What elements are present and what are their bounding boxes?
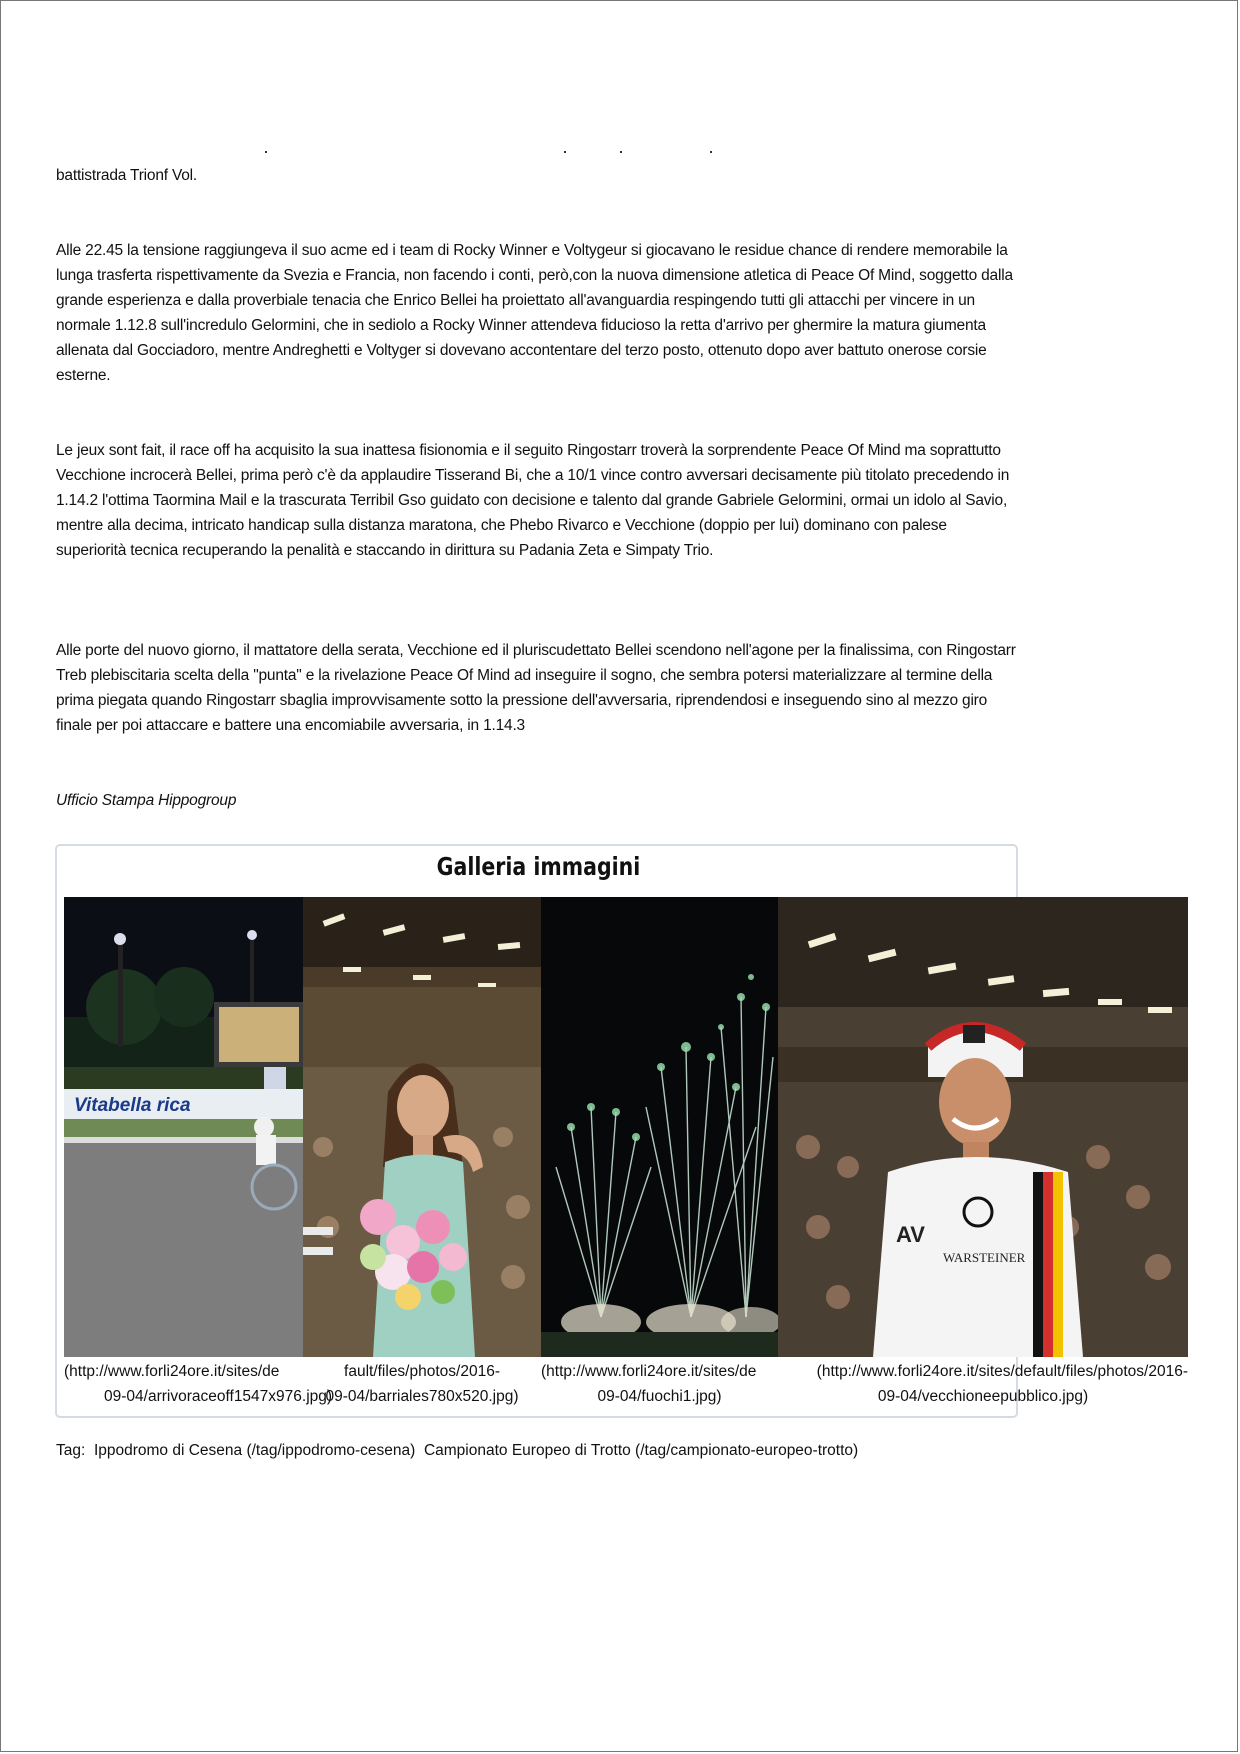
caption-4-line-1: (http://www.forli24ore.it/sites/default/files/photos/2016- bbox=[816, 1363, 1188, 1380]
gallery-title: Galleria immagini bbox=[436, 852, 641, 881]
paragraph-1: Alle 22.45 la tensione raggiungeva il suo acme ed i team di Rocky Winner e Voltygeur si giocavano le residue chance di rendere memorabile la lunga trasferta rispettivamente da Svezia e Francia, non facendo i conti, però,con la nuova dimensione atletica di Peace Of Mind, soggetto dalla grande esperienza e dalla proverbiale tenacia che Enrico Bellei ha proiettato all'avanguardia respingendo tutti gli attacchi per vincere in un normale 1.12.8 sull'incredulo Gelormini, che in sediolo a Rocky Winner attendeva fiducioso la retta d'arrivo per ghermire la matura giumenta allenata dal Gocciadoro, mentre Andreghetti e Voltyger si dovevano accontentare del terzo posto, ottenuto dopo aver battuto onerose corsie esterne. bbox=[56, 242, 1013, 384]
driver-portrait-photo[interactable] bbox=[778, 897, 1188, 1357]
paragraph-2: Le jeux sont fait, il race off ha acquisito la sua inattesa fisionomia e il seguito Ringostarr troverà la sorprendente Peace Of Mind ma soprattutto Vecchione incrocerà Bellei, prima però c'è da applaudire Tisserand Bi, che a 10/1 vince contro avversari decisamente più titolato precedendo in 1.14.2 l'ottima Taormina Mail e la trascurata Terribil Gso guidato con decisione e talento dal grande Gabriele Gelormini, ormai un idolo al Savio, mentre alla decima, intricato handicap sulla distanza maratona, che Phebo Rivarco e Vecchione (doppio per lui) dominano con palese superiorità tecnica recuperando la penalità e staccando in dirittura su Padania Zeta e Simpaty Trio. bbox=[56, 442, 1010, 559]
signature: Ufficio Stampa Hippogroup bbox=[56, 792, 237, 809]
harness-race-finish-photo[interactable] bbox=[64, 897, 304, 1357]
tag-ippodromo-cesena[interactable]: Ippodromo di Cesena (/tag/ippodromo-cesena) bbox=[93, 1442, 416, 1459]
caption-3-line-1: (http://www.forli24ore.it/sites/de bbox=[541, 1363, 757, 1380]
caption-2-line-1: fault/files/photos/2016- bbox=[344, 1363, 500, 1380]
tag-list bbox=[56, 1440, 858, 1462]
photo-caption-1[interactable] bbox=[64, 1359, 333, 1409]
svg-text:WARSTEINER: WARSTEINER bbox=[943, 1250, 1026, 1265]
caption-2-line-2: 09-04/barriales780x520.jpg) bbox=[325, 1388, 519, 1405]
woman-with-bouquet-photo[interactable] bbox=[303, 897, 541, 1357]
photo-caption-2[interactable] bbox=[303, 1359, 541, 1409]
photo-caption-4[interactable] bbox=[778, 1359, 1188, 1409]
caption-4-line-2: 09-04/vecchioneepubblico.jpg) bbox=[877, 1388, 1089, 1405]
svg-text:Vitabella rica: Vitabella rica bbox=[74, 1095, 191, 1116]
fireworks-photo[interactable] bbox=[541, 897, 778, 1357]
svg-text:AV: AV bbox=[896, 1222, 925, 1247]
tag-campionato-europeo-trotto[interactable]: Campionato Europeo di Trotto (/tag/campionato-europeo-trotto) bbox=[423, 1442, 859, 1459]
caption-1-line-1: (http://www.forli24ore.it/sites/de bbox=[64, 1363, 280, 1380]
caption-1-line-2: 09-04/arrivoraceoff1547x976.jpg) bbox=[104, 1388, 333, 1405]
photo-caption-3[interactable] bbox=[541, 1359, 778, 1409]
lead-line: battistrada Trionf Vol. bbox=[56, 167, 198, 184]
paragraph-3: Alle porte del nuovo giorno, il mattatore della serata, Vecchione ed il pluriscudettato Bellei scendono nell'agone per la finalissima, con Ringostarr Treb plebiscitaria scelta della "punta" e la rivelazione Peace Of Mind ad inseguire il sogno, che sembra potersi materializzare al termine della prima piegata quando Ringostarr sbaglia improvvisamente sotto la pressione dell'avversaria, riprendendosi e inseguendo sino al mezzo giro finale per poi attaccare e battere una encomiabile avversaria, in 1.14.3 bbox=[56, 642, 1016, 734]
caption-3-line-2: 09-04/fuochi1.jpg) bbox=[597, 1388, 722, 1405]
tag-label: Tag: bbox=[56, 1442, 86, 1459]
